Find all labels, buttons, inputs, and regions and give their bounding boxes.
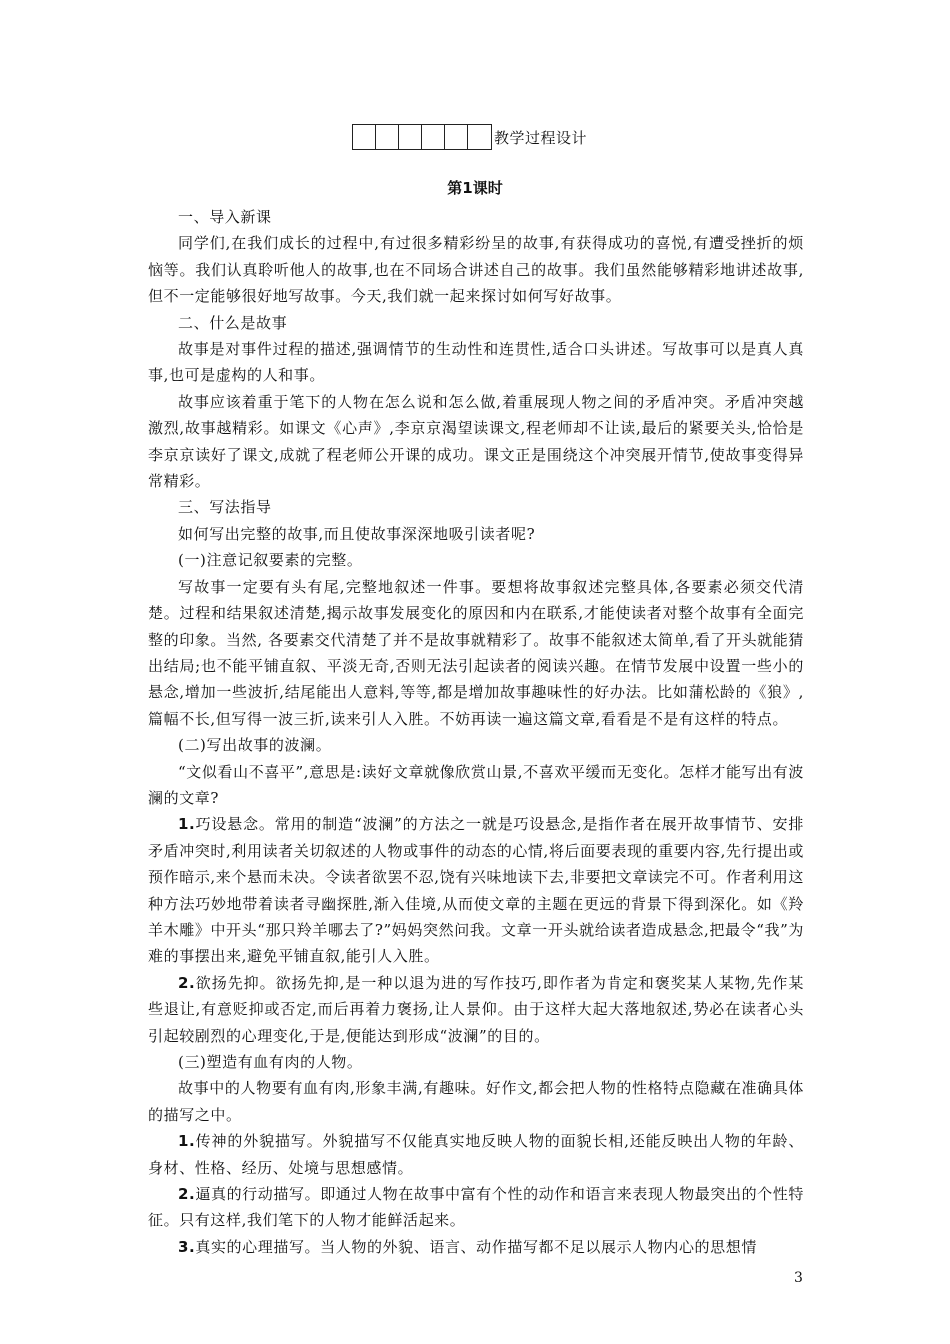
paragraph-text: 故事中的人物要有血有肉,形象丰满,有趣味。好作文,都会把人物的性格特点隐藏在准确具体的描写之中。 (148, 1079, 804, 1124)
paragraph-text: 三、写法指导 (178, 498, 272, 517)
paragraph (148, 389, 804, 495)
paragraph (148, 970, 804, 1049)
paragraph (148, 1234, 804, 1260)
paragraph-text: 欲扬先抑。欲扬先抑,是一种以退为进的写作技巧,即作者为肯定和褒奖某人某物,先作某些退让,有意贬抑或否定,而后再着力褒扬,让人景仰。由于这样大起大落地叙述,势必在读者心头引起较剧烈的心理变化,于是,便能达到形成“波澜”的目的。 (148, 973, 804, 1045)
paragraph (148, 1128, 804, 1181)
paragraph (148, 1181, 804, 1234)
paragraph (148, 310, 804, 336)
list-number: 2. (178, 1185, 196, 1204)
paragraph-text: 传神的外貌描写。外貌描写不仅能真实地反映人物的面貌长相,还能反映出人物的年龄、身材、性格、经历、处境与思想感情。 (148, 1132, 804, 1177)
paragraph (148, 494, 804, 520)
section-header (352, 124, 587, 150)
paragraph (148, 336, 804, 389)
paragraph-text: 如何写出完整的故事,而且使故事深深地吸引读者呢? (178, 524, 536, 543)
paragraph-text: 逼真的行动描写。即通过人物在故事中富有个性的动作和语言来表现人物最突出的个性特征。只有这样,我们笔下的人物才能鲜活起来。 (148, 1185, 804, 1230)
paragraph (148, 521, 804, 547)
paragraph-text: 故事应该着重于笔下的人物在怎么说和怎么做,着重展现人物之间的矛盾冲突。矛盾冲突越激烈,故事越精彩。如课文《心声》,李京京渴望读课文,程老师却不让读,最后的紧要关头,恰恰是李京京读好了课文,成就了程老师公开课的成功。课文正是围绕这个冲突展开情节,使故事变得异常精彩。 (148, 392, 804, 491)
body-text (148, 204, 804, 1260)
paragraph (148, 1049, 804, 1075)
paragraph (148, 759, 804, 812)
paragraph-text: “文似看山不喜平”,意思是:读好文章就像欣赏山景,不喜欢平缓而无变化。怎样才能写出有波澜的文章? (148, 762, 804, 807)
paragraph-text: 巧设悬念。常用的制造“波澜”的方法之一就是巧设悬念,是指作者在展开故事情节、安排矛盾冲突时,利用读者关切叙述的人物或事件的动态的心情,将后面要表现的重要内容,先行提出或预作暗示,来个悬而未决。令读者欲罢不忍,饶有兴味地读下去,非要把文章读完不可。作者利用这种方法巧妙地带着读者寻幽探胜,渐入佳境,从而使文章的主题在更远的背景下得到深化。如《羚羊木雕》中开头“那只羚羊哪去了?”妈妈突然问我。文章一开头就给读者造成悬念,把最令“我”为难的事摆出来,避免平铺直叙,能引人入胜。 (148, 815, 804, 966)
paragraph-text: (二)写出故事的波澜。 (178, 736, 332, 755)
list-number: 1. (178, 815, 196, 834)
list-number: 3. (178, 1237, 196, 1256)
paragraph-text: 一、导入新课 (178, 208, 272, 226)
lesson-title: 第1课时 (447, 179, 503, 197)
list-number: 2. (178, 973, 196, 992)
paragraph (148, 204, 804, 230)
list-number: 1. (178, 1132, 196, 1151)
paragraph-text: (一)注意记叙要素的完整。 (178, 551, 363, 570)
paragraph-text: (三)塑造有血有肉的人物。 (178, 1053, 363, 1071)
section-title: 教学过程设计 (494, 128, 588, 147)
paragraph-text: 同学们,在我们成长的过程中,有过很多精彩纷呈的故事,有获得成功的喜悦,有遭受挫折的烦恼等。我们认真聆听他人的故事,也在不同场合讲述自己的故事。我们虽然能够精彩地讲述故事,但不一定能够很好地写故事。今天,我们就一起来探讨如何写好故事。 (148, 234, 804, 306)
paragraph-text: 二、什么是故事 (178, 313, 288, 332)
paragraph (148, 547, 804, 573)
paragraph-text: 故事是对事件过程的描述,强调情节的生动性和连贯性,适合口头讲述。写故事可以是真人真事,也可是虚构的人和事。 (148, 340, 804, 385)
paragraph (148, 574, 804, 732)
paragraph-text: 写故事一定要有头有尾,完整地叙述一件事。要想将故事叙述完整具体,各要素必须交代清楚。过程和结果叙述清楚,揭示故事发展变化的原因和内在联系,才能使读者对整个故事有全面完整的印象。当然, 各要素交代清楚了并不是故事就精彩了。故事不能叙述太简单,看了开头就能猜出结局;也不能平铺直叙、平淡无奇,否则无法引起读者的阅读兴趣。在情节发展中设置一些小的悬念,增加一些波折,结尾能出人意料,等等,都是增加故事趣味性的好办法。比如蒲松龄的《狼》,篇幅不长,但写得一波三折,读来引人入胜。不妨再读一遍这篇文章,看看是不是有这样的特点。 (148, 577, 804, 728)
header-boxes (352, 124, 492, 150)
paragraph (148, 732, 804, 758)
paragraph (148, 811, 804, 969)
paragraph (148, 230, 804, 309)
page-number: 3 (794, 1270, 803, 1286)
paragraph (148, 1075, 804, 1128)
paragraph-text: 真实的心理描写。当人物的外貌、语言、动作描写都不足以展示人物内心的思想情 (195, 1237, 757, 1256)
